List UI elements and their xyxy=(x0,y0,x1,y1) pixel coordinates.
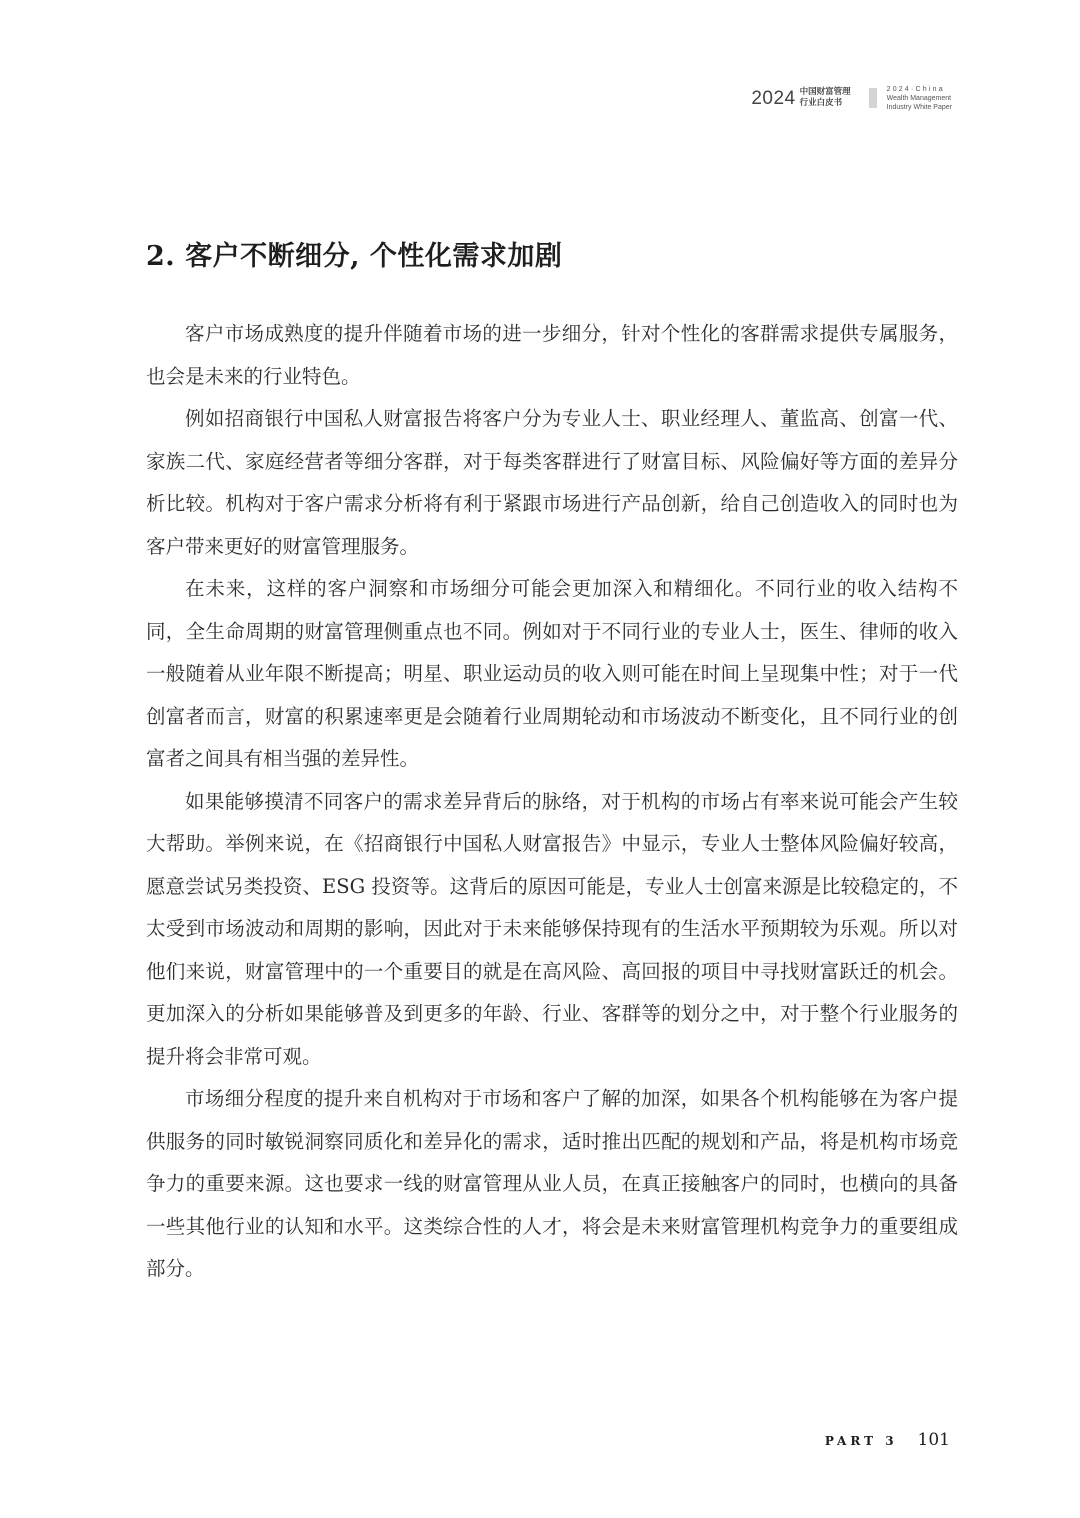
section-title: 2. 客户不断细分, 个性化需求加剧 xyxy=(146,241,563,272)
paragraph: 市场细分程度的提升来自机构对于市场和客户了解的加深，如果各个机构能够在为客户提供服务的同时敏锐洞察同质化和差异化的需求，适时推出匹配的规划和产品，将是机构市场竞争力的重要来源。这也要求一线的财富管理从业人员，在真正接触客户的同时，也横向的具备一些其他行业的认知和水平。这类综合性的人才，将会是未来财富管理机构竞争力的重要组成部分。 xyxy=(146,1087,958,1280)
part-label: PART 3 xyxy=(824,1434,898,1448)
header-year: 2024 xyxy=(751,87,796,109)
header-en-title xyxy=(887,85,952,112)
header-cn-line1: 中国财富管理 xyxy=(799,87,851,97)
paragraph: 客户市场成熟度的提升伴随着市场的进一步细分，针对个性化的客群需求提供专属服务，也会是未来的行业特色。 xyxy=(146,322,958,388)
header-en-line1: 2024·China xyxy=(886,85,945,93)
running-header xyxy=(751,84,952,112)
header-en-line2: Wealth Management xyxy=(886,94,952,102)
page-number: 101 xyxy=(917,1430,950,1450)
paragraph: 例如招商银行中国私人财富报告将客户分为专业人士、职业经理人、董监高、创富一代、家族二代、家庭经营者等细分客群，对于每类客群进行了财富目标、风险偏好等方面的差异分析比较。机构对于客户需求分析将有利于紧跟市场进行产品创新，给自己创造收入的同时也为客户带来更好的财富管理服务。 xyxy=(146,407,958,558)
paragraph: 在未来，这样的客户洞察和市场细分可能会更加深入和精细化。不同行业的收入结构不同，全生命周期的财富管理侧重点也不同。例如对于不同行业的专业人士，医生、律师的收入一般随着从业年限不断提高；明星、职业运动员的收入则可能在时间上呈现集中性；对于一代创富者而言，财富的积累速率更是会随着行业周期轮动和市场波动不断变化，且不同行业的创富者之间具有相当强的差异性。 xyxy=(146,577,958,770)
header-en-line3: Industry White Paper xyxy=(886,103,952,111)
header-divider xyxy=(869,88,877,108)
body-text xyxy=(146,313,958,1291)
paragraph: 如果能够摸清不同客户的需求差异背后的脉络，对于机构的市场占有率来说可能会产生较大帮助。举例来说，在《招商银行中国私人财富报告》中显示，专业人士整体风险偏好较高，愿意尝试另类投资、ESG 投资等。这背后的原因可能是，专业人士创富来源是比较稳定的，不太受到市场波动和周期的影响，因此对于未来能够保持现有的生活水平预期较为乐观。所以对他们来说，财富管理中的一个重要目的就是在高风险、高回报的项目中寻找财富跃迁的机会。更加深入的分析如果能够普及到更多的年龄、行业、客群等的划分之中，对于整个行业服务的提升将会非常可观。 xyxy=(146,789,958,1068)
header-cn-title xyxy=(800,87,851,109)
page-footer xyxy=(825,1430,950,1450)
header-cn-line2: 行业白皮书 xyxy=(799,98,843,108)
